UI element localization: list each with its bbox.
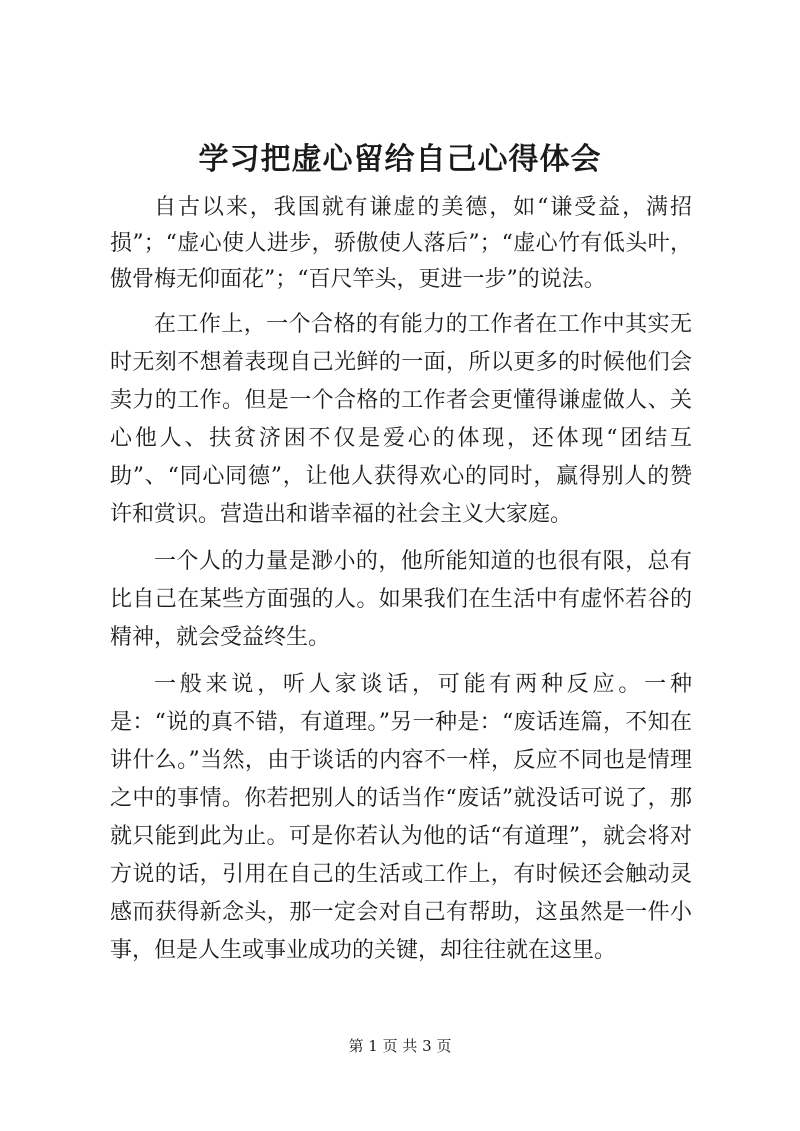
paragraph-4: 一般来说，听人家谈话，可能有两种反应。一种是：“说的真不错，有道理。”另一种是：“废话连篇，不知在讲什么。”当然，由于谈话的内容不一样，反应不同也是情理之中的事情。你若把别人的话当作“废话”就没话可说了，那就只能到此为止。可是你若认为他的话“有道理”，就会将对方说的话，引用在自己的生活或工作上，有时候还会触动灵感而获得新念头，那一定会对自己有帮助，这虽然是一件小事，但是人生或事业成功的关键，却往往就在这里。 xyxy=(110,672,692,963)
document-body xyxy=(110,190,692,979)
paragraph-2: 在工作上，一个合格的有能力的工作者在工作中其实无时无刻不想着表现自己光鲜的一面，所以更多的时候他们会卖力的工作。但是一个合格的工作者会更懂得谦虚做人、关心他人、扶贫济困不仅是爱心的体现，还体现“团结互助”、“同心同德”，让他人获得欢心的同时，赢得别人的赞许和赏识。营造出和谐幸福的社会主义大家庭。 xyxy=(110,312,692,527)
page-number-footer: 第 1 页 共 3 页 xyxy=(348,1037,452,1055)
paragraph-3: 一个人的力量是渺小的，他所能知道的也很有限，总有比自己在某些方面强的人。如果我们在生活中有虚怀若谷的精神，就会受益终生。 xyxy=(110,549,692,650)
paragraph-1: 自古以来，我国就有谦虚的美德，如“谦受益，满招损”；“虚心使人进步，骄傲使人落后”；“虚心竹有低头叶，傲骨梅无仰面花”；“百尺竿头，更进一步”的说法。 xyxy=(110,195,692,292)
document-title: 学习把虚心留给自己心得体会 xyxy=(198,142,602,177)
